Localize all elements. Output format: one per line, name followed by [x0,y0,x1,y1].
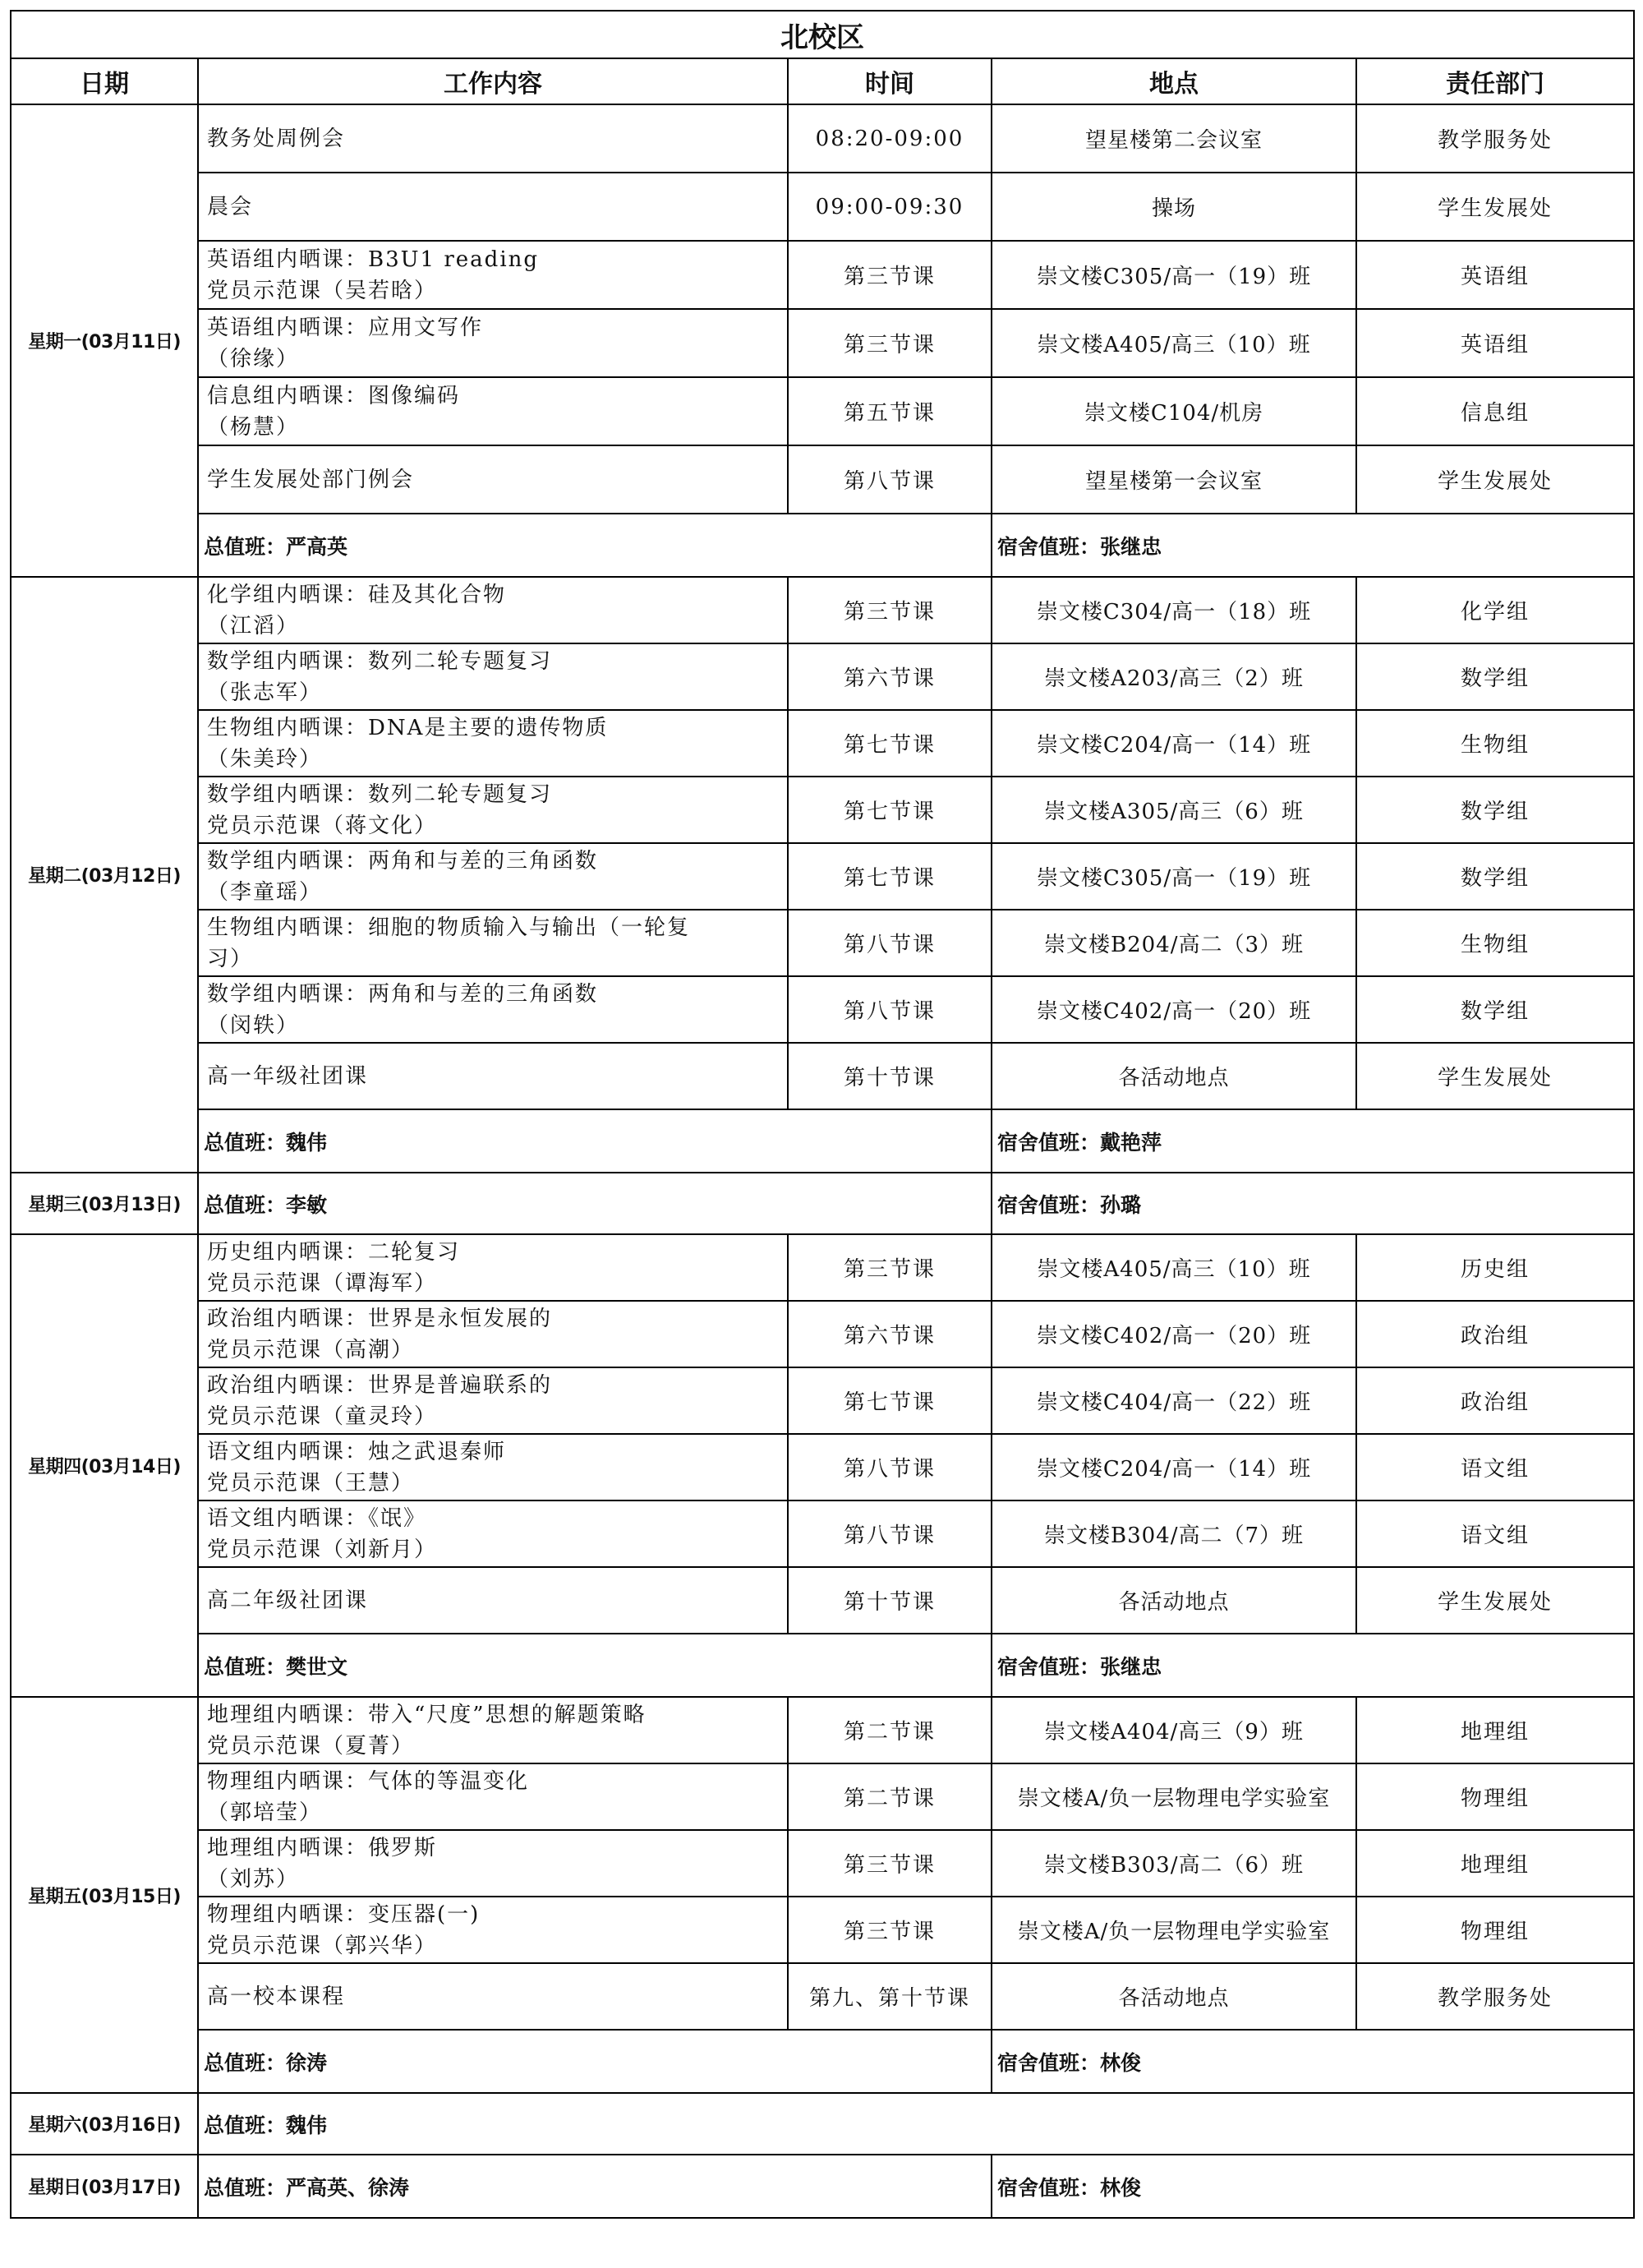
time-cell: 第八节课 [788,445,992,514]
work-content-line: （闵轶） [207,1012,300,1038]
dept-cell: 地理组 [1356,1830,1634,1897]
work-content-line: 语文组内晒课：烛之武退秦师 [207,1439,507,1464]
day-cell: 星期日(03月17日) [11,2155,198,2218]
table-row [11,1567,1634,1634]
work-content-cell [198,1963,788,2030]
time-cell: 第七节课 [788,710,992,777]
dept-cell: 数学组 [1356,643,1634,710]
place-cell: 崇文楼C204/高一（14）班 [992,1434,1356,1500]
dept-cell: 历史组 [1356,1234,1634,1301]
work-content-cell [198,777,788,843]
header-place: 地点 [992,58,1356,104]
time-cell: 第六节课 [788,643,992,710]
work-content-cell [198,173,788,241]
work-content-line: 历史组内晒课：二轮复习 [207,1239,461,1265]
work-content-line: 党员示范课（童灵玲） [207,1404,438,1429]
work-content-cell [198,1830,788,1897]
work-content-cell [198,1043,788,1109]
day-cell: 星期六(03月16日) [11,2093,198,2155]
time-cell: 第二节课 [788,1763,992,1830]
place-cell: 各活动地点 [992,1567,1356,1634]
work-content-line: 党员示范课（郭兴华） [207,1933,438,1958]
dept-cell: 教学服务处 [1356,1963,1634,2030]
time-cell: 09:00-09:30 [788,173,992,241]
work-content-cell [198,309,788,377]
table-row [11,1830,1634,1897]
work-content-line: 物理组内晒课：变压器(一) [207,1902,481,1927]
table-row [11,976,1634,1043]
work-content-line: 数学组内晒课：数列二轮专题复习 [207,648,553,674]
work-content-line: 党员示范课（高潮） [207,1337,415,1362]
work-content-cell [198,377,788,445]
work-content-line: （杨慧） [207,414,300,440]
duty-officer: 总值班：魏伟 [198,1109,992,1173]
dept-cell: 物理组 [1356,1897,1634,1963]
dept-cell: 生物组 [1356,710,1634,777]
work-content-line: 党员示范课（蒋文化） [207,813,438,838]
dorm-duty: 宿舍值班：林俊 [992,2030,1634,2093]
duty-officer: 总值班：李敏 [198,1173,992,1234]
dept-cell: 数学组 [1356,976,1634,1043]
work-content-line: 地理组内晒课：俄罗斯 [207,1835,438,1860]
place-cell: 望星楼第二会议室 [992,104,1356,173]
time-cell: 第七节课 [788,777,992,843]
day-cell: 星期四(03月14日) [11,1234,198,1697]
duty-row [11,514,1634,577]
day-cell: 星期五(03月15日) [11,1697,198,2093]
duty-row [11,1634,1634,1697]
duty-row [11,1173,1634,1234]
day-cell: 星期三(03月13日) [11,1173,198,1234]
work-content-line: （徐缘） [207,346,300,371]
dept-cell: 语文组 [1356,1500,1634,1567]
work-content-line: 物理组内晒课：气体的等温变化 [207,1768,530,1794]
duty-officer: 总值班：严高英、徐涛 [198,2155,992,2218]
work-content-line: 教务处周例会 [207,126,346,151]
time-cell: 第九、第十节课 [788,1963,992,2030]
place-cell: 各活动地点 [992,1963,1356,2030]
place-cell: 崇文楼A404/高三（9）班 [992,1697,1356,1763]
time-cell: 第三节课 [788,309,992,377]
time-cell: 第六节课 [788,1301,992,1367]
dorm-duty: 宿舍值班：孙璐 [992,1173,1634,1234]
place-cell: 崇文楼C402/高一（20）班 [992,1301,1356,1367]
duty-row [11,2093,1634,2155]
duty-officer: 总值班：严高英 [198,514,992,577]
place-cell: 崇文楼A/负一层物理电学实验室 [992,1763,1356,1830]
dept-cell: 化学组 [1356,577,1634,643]
table-row [11,104,1634,173]
work-content-line: 数学组内晒课：数列二轮专题复习 [207,781,553,807]
table-row [11,710,1634,777]
work-content-line: （刘苏） [207,1866,300,1892]
work-content-cell [198,1697,788,1763]
table-row [11,309,1634,377]
work-content-cell [198,1367,788,1434]
place-cell: 崇文楼C304/高一（18）班 [992,577,1356,643]
dept-cell: 地理组 [1356,1697,1634,1763]
work-content-line: 党员示范课（夏菁） [207,1733,415,1759]
work-content-line: 高一校本课程 [207,1984,346,2009]
table-row [11,1234,1634,1301]
place-cell: 操场 [992,173,1356,241]
table-row [11,843,1634,910]
header-content: 工作内容 [198,58,788,104]
duty-officer: 总值班：徐涛 [198,2030,992,2093]
table-row [11,377,1634,445]
work-content-cell [198,1567,788,1634]
time-cell: 08:20-09:00 [788,104,992,173]
work-content-line: 生物组内晒课：DNA是主要的遗传物质 [207,715,609,740]
work-content-cell [198,104,788,173]
dept-cell: 教学服务处 [1356,104,1634,173]
duty-officer: 总值班：魏伟 [198,2093,1634,2155]
work-content-cell [198,976,788,1043]
work-content-cell [198,643,788,710]
table-row [11,577,1634,643]
header-date: 日期 [11,58,198,104]
dorm-duty: 宿舍值班：林俊 [992,2155,1634,2218]
place-cell: 崇文楼C305/高一（19）班 [992,843,1356,910]
dorm-duty: 宿舍值班：张继忠 [992,1634,1634,1697]
place-cell: 崇文楼C404/高一（22）班 [992,1367,1356,1434]
place-cell: 崇文楼B303/高二（6）班 [992,1830,1356,1897]
time-cell: 第七节课 [788,1367,992,1434]
time-cell: 第三节课 [788,241,992,309]
dorm-duty: 宿舍值班：张继忠 [992,514,1634,577]
work-content-line: （朱美玲） [207,746,323,772]
header-time: 时间 [788,58,992,104]
work-content-cell [198,1500,788,1567]
work-content-line: 英语组内晒课：应用文写作 [207,315,484,340]
dept-cell: 数学组 [1356,777,1634,843]
place-cell: 崇文楼A405/高三（10）班 [992,1234,1356,1301]
work-content-cell [198,1434,788,1500]
dept-cell: 生物组 [1356,910,1634,976]
time-cell: 第八节课 [788,910,992,976]
work-content-line: 信息组内晒课：图像编码 [207,383,461,408]
table-row [11,643,1634,710]
work-content-cell [198,1763,788,1830]
dept-cell: 政治组 [1356,1301,1634,1367]
dept-cell: 物理组 [1356,1763,1634,1830]
table-row [11,910,1634,976]
work-content-cell [198,1301,788,1367]
dept-cell: 信息组 [1356,377,1634,445]
table-row [11,1500,1634,1567]
dorm-duty: 宿舍值班：戴艳萍 [992,1109,1634,1173]
dept-cell: 学生发展处 [1356,1567,1634,1634]
work-content-line: 地理组内晒课：带入“尺度”思想的解题策略 [207,1702,647,1727]
work-content-cell [198,1897,788,1963]
schedule-table [10,10,1635,2219]
time-cell: 第三节课 [788,577,992,643]
dept-cell: 学生发展处 [1356,173,1634,241]
work-content-line: 政治组内晒课：世界是永恒发展的 [207,1306,553,1331]
work-content-line: 高一年级社团课 [207,1063,369,1089]
work-content-line: 生物组内晒课：细胞的物质输入与输出（一轮复 [207,915,691,940]
work-content-cell [198,241,788,309]
dept-cell: 学生发展处 [1356,1043,1634,1109]
duty-row [11,1109,1634,1173]
page-title: 北校区 [11,11,1634,58]
work-content-line: 党员示范课（王慧） [207,1470,415,1496]
place-cell: 崇文楼A305/高三（6）班 [992,777,1356,843]
time-cell: 第十节课 [788,1567,992,1634]
place-cell: 崇文楼B204/高二（3）班 [992,910,1356,976]
table-row [11,1763,1634,1830]
dept-cell: 语文组 [1356,1434,1634,1500]
work-content-cell [198,577,788,643]
time-cell: 第八节课 [788,1500,992,1567]
time-cell: 第三节课 [788,1830,992,1897]
time-cell: 第三节课 [788,1234,992,1301]
place-cell: 望星楼第一会议室 [992,445,1356,514]
table-row [11,241,1634,309]
work-content-line: 数学组内晒课：两角和与差的三角函数 [207,848,599,874]
place-cell: 崇文楼C104/机房 [992,377,1356,445]
table-row [11,1897,1634,1963]
place-cell: 崇文楼C204/高一（14）班 [992,710,1356,777]
time-cell: 第五节课 [788,377,992,445]
place-cell: 崇文楼C402/高一（20）班 [992,976,1356,1043]
table-row [11,1434,1634,1500]
place-cell: 崇文楼B304/高二（7）班 [992,1500,1356,1567]
table-row [11,1963,1634,2030]
dept-cell: 数学组 [1356,843,1634,910]
duty-officer: 总值班：樊世文 [198,1634,992,1697]
day-cell: 星期二(03月12日) [11,577,198,1173]
work-content-line: 英语组内晒课：B3U1 reading [207,247,540,272]
dept-cell: 政治组 [1356,1367,1634,1434]
dept-cell: 英语组 [1356,309,1634,377]
work-content-line: 高二年级社团课 [207,1588,369,1613]
dept-cell: 英语组 [1356,241,1634,309]
table-row [11,777,1634,843]
work-content-line: （李童瑶） [207,879,323,905]
time-cell: 第七节课 [788,843,992,910]
work-content-cell [198,910,788,976]
work-content-cell [198,445,788,514]
table-row [11,1697,1634,1763]
table-row [11,445,1634,514]
work-content-line: （郭培莹） [207,1800,323,1825]
table-row [11,173,1634,241]
work-content-line: 语文组内晒课：《氓》 [207,1505,427,1531]
duty-row [11,2030,1634,2093]
time-cell: 第八节课 [788,1434,992,1500]
work-content-line: 数学组内晒课：两角和与差的三角函数 [207,981,599,1007]
work-content-line: 学生发展处部门例会 [207,467,415,492]
header-dept: 责任部门 [1356,58,1634,104]
time-cell: 第八节课 [788,976,992,1043]
work-content-line: 党员示范课（吴若晗） [207,278,438,303]
place-cell: 崇文楼A405/高三（10）班 [992,309,1356,377]
time-cell: 第十节课 [788,1043,992,1109]
work-content-cell [198,1234,788,1301]
work-content-line: 晨会 [207,194,254,219]
work-content-line: 习） [207,946,254,971]
time-cell: 第二节课 [788,1697,992,1763]
work-content-cell [198,710,788,777]
schedule-sheet [10,10,1633,2219]
work-content-line: 党员示范课（谭海军） [207,1270,438,1296]
duty-row [11,2155,1634,2218]
work-content-line: 政治组内晒课：世界是普遍联系的 [207,1372,553,1398]
dept-cell: 学生发展处 [1356,445,1634,514]
work-content-line: 化学组内晒课：硅及其化合物 [207,582,507,607]
place-cell: 崇文楼C305/高一（19）班 [992,241,1356,309]
place-cell: 各活动地点 [992,1043,1356,1109]
work-content-line: （张志军） [207,680,323,705]
table-row [11,1043,1634,1109]
place-cell: 崇文楼A203/高三（2）班 [992,643,1356,710]
day-cell: 星期一(03月11日) [11,104,198,577]
time-cell: 第三节课 [788,1897,992,1963]
work-content-line: 党员示范课（刘新月） [207,1537,438,1562]
place-cell: 崇文楼A/负一层物理电学实验室 [992,1897,1356,1963]
work-content-cell [198,843,788,910]
work-content-line: （江滔） [207,613,300,638]
table-row [11,1301,1634,1367]
table-row [11,1367,1634,1434]
